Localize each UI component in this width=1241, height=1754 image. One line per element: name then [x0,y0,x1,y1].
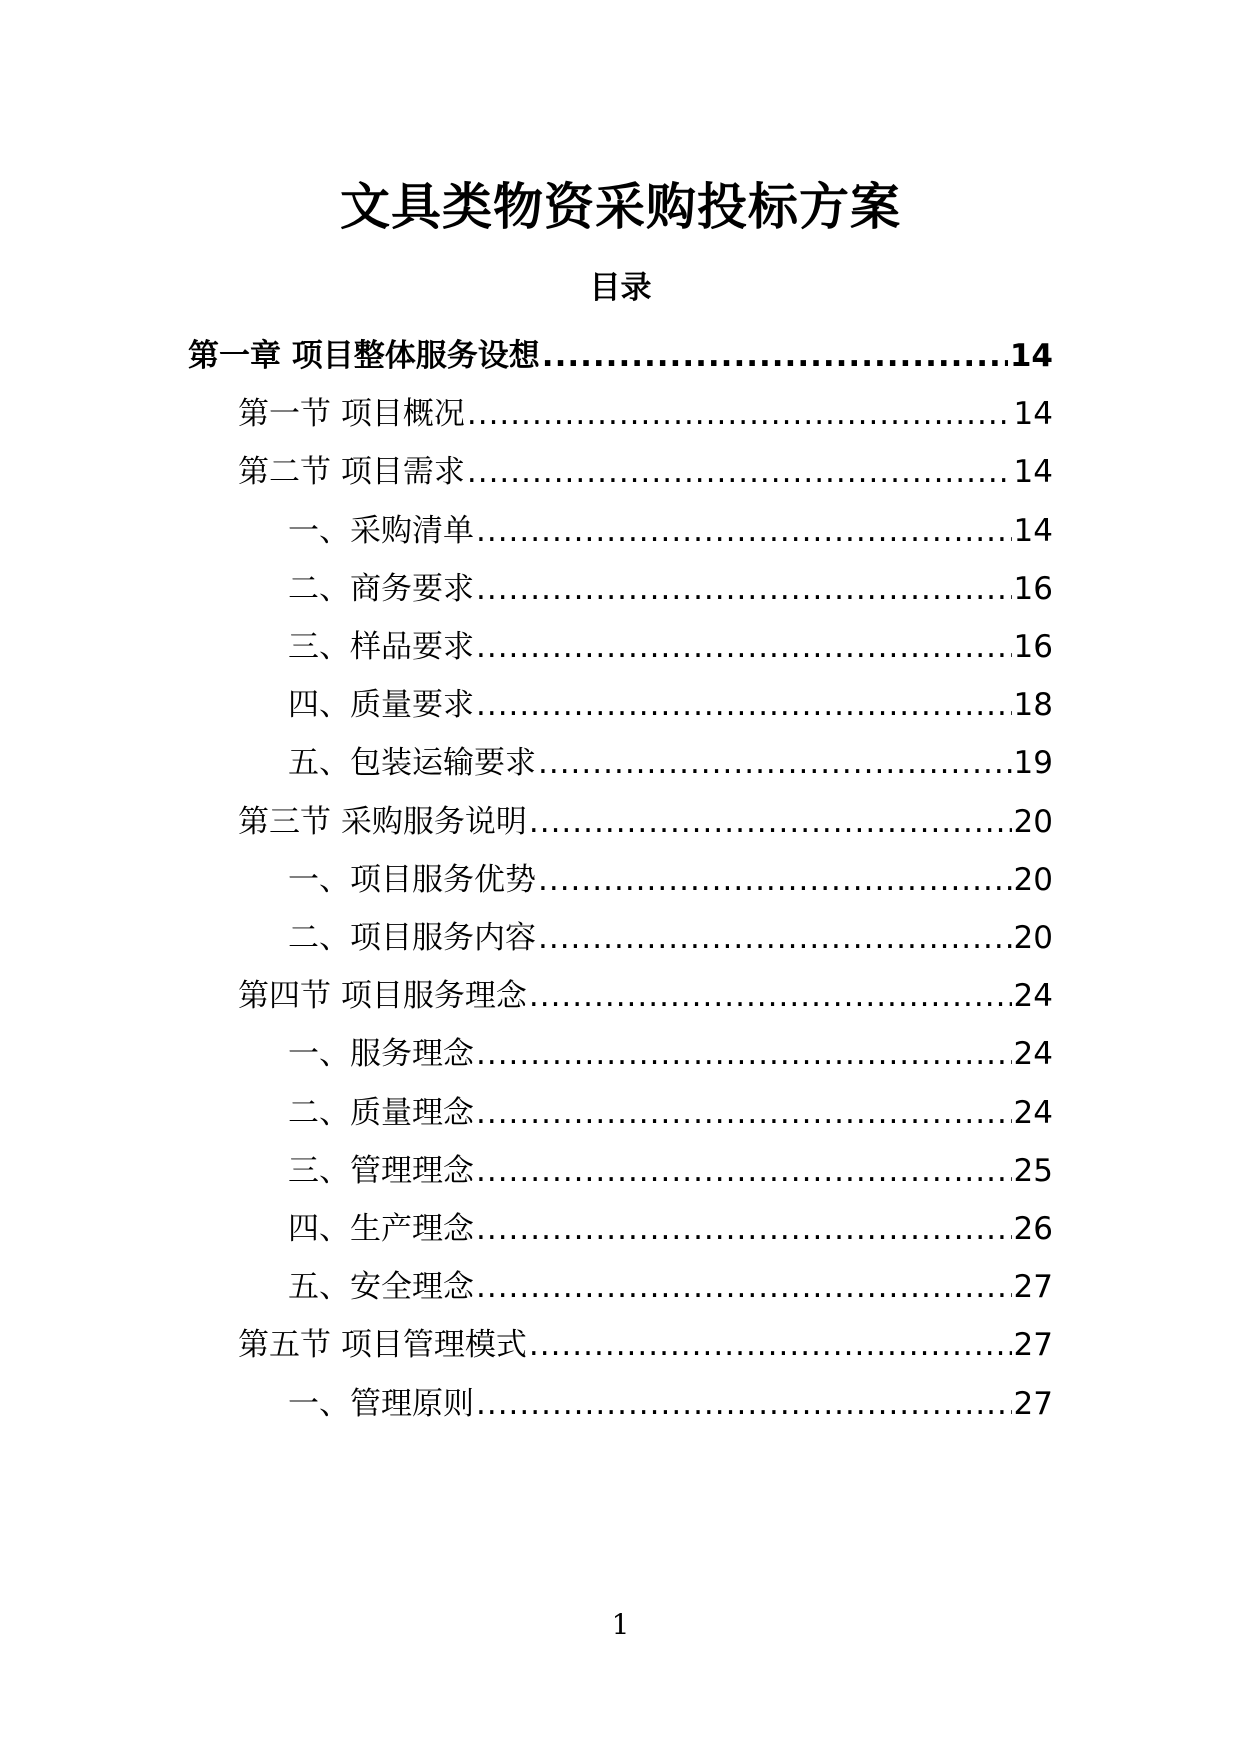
toc-entry-label: 第五节 项目管理模式 [238,1327,527,1364]
toc-entry-page: 14 [1013,512,1053,549]
toc-entry-page: 14 [1009,338,1053,374]
toc-entry-label: 一、项目服务优势 [288,861,536,898]
toc-dot-leader [529,796,1012,848]
toc-entry[interactable] [288,621,1053,673]
toc-entry-page: 27 [1013,1385,1053,1422]
page-number: 1 [611,1608,630,1641]
toc-entry-page: 20 [1013,803,1053,840]
toc-entry-label: 第二节 项目需求 [238,454,465,491]
toc-entry-page: 25 [1013,1152,1053,1189]
toc-entry-label: 四、生产理念 [288,1211,474,1247]
toc-entry-label: 一、服务理念 [288,1036,474,1073]
toc-entry-page: 14 [1013,454,1053,491]
toc-entry-page: 20 [1013,920,1053,956]
toc-entry-label: 二、项目服务内容 [288,920,536,956]
toc-entry[interactable] [188,330,1053,382]
toc-entry-label: 第一节 项目概况 [238,396,465,433]
toc-entry[interactable] [288,1087,1053,1139]
toc-entry-label: 二、商务要求 [288,570,474,607]
toc-entry-label: 一、管理原则 [288,1385,474,1422]
toc-entry-page: 24 [1013,978,1053,1015]
toc-dot-leader [529,1319,1012,1371]
toc-entry-label: 第一章 项目整体服务设想 [188,338,540,374]
toc-dot-leader [476,505,1012,557]
toc-entry[interactable] [288,505,1053,557]
toc-entry-label: 四、质量要求 [288,687,474,724]
toc-entry[interactable] [288,1028,1053,1080]
toc-entry[interactable] [238,388,1053,440]
toc-entry-label: 三、管理理念 [288,1152,474,1189]
toc-entry-page: 26 [1013,1211,1053,1247]
toc-entry[interactable] [288,1203,1053,1255]
toc-entry[interactable] [238,446,1053,498]
toc-entry-label: 第四节 项目服务理念 [238,978,527,1015]
toc-dot-leader [542,330,1008,382]
toc-entry-page: 14 [1013,396,1053,433]
toc-entry[interactable] [288,1378,1053,1430]
toc-entry-label: 三、样品要求 [288,629,474,665]
toc-entry-label: 二、质量理念 [288,1094,474,1131]
document-title: 文具类物资采购投标方案 [340,178,901,236]
toc-dot-leader [538,912,1012,964]
toc-entry[interactable] [288,1145,1053,1197]
toc-entry[interactable] [288,854,1053,906]
toc-dot-leader [476,1145,1012,1197]
toc-dot-leader [476,679,1012,731]
toc-entry-page: 27 [1013,1269,1053,1306]
toc-dot-leader [529,970,1012,1022]
toc-entry[interactable] [238,1319,1053,1371]
toc-dot-leader [467,446,1012,498]
toc-entry-page: 27 [1013,1327,1053,1364]
toc-entry[interactable] [288,912,1053,964]
toc-dot-leader [476,1203,1012,1255]
toc-entry[interactable] [288,1261,1053,1313]
toc-dot-leader [476,1261,1012,1313]
toc-entry-page: 24 [1013,1094,1053,1131]
toc-entry[interactable] [238,796,1053,848]
toc-entry-page: 16 [1013,629,1053,665]
toc-entry-label: 第三节 采购服务说明 [238,803,527,840]
toc-heading: 目录 [589,270,652,306]
toc-entry-page: 18 [1013,687,1053,724]
toc-entry-page: 24 [1013,1036,1053,1073]
toc-entry-label: 一、采购清单 [288,512,474,549]
toc-entry-label: 五、安全理念 [288,1269,474,1306]
toc-dot-leader [476,1028,1012,1080]
toc-dot-leader [476,1378,1012,1430]
toc-entry-page: 16 [1013,570,1053,607]
toc-dot-leader [467,388,1012,440]
toc-entry[interactable] [288,737,1053,789]
toc-entry-page: 19 [1013,745,1053,782]
toc-entry-page: 20 [1013,861,1053,898]
toc-entry[interactable] [288,563,1053,615]
toc-dot-leader [476,621,1012,673]
toc-dot-leader [476,563,1012,615]
toc-entry[interactable] [238,970,1053,1022]
toc-dot-leader [476,1087,1012,1139]
toc-entry[interactable] [288,679,1053,731]
toc-entry-label: 五、包装运输要求 [288,745,536,782]
toc-dot-leader [538,854,1012,906]
toc-dot-leader [538,737,1012,789]
